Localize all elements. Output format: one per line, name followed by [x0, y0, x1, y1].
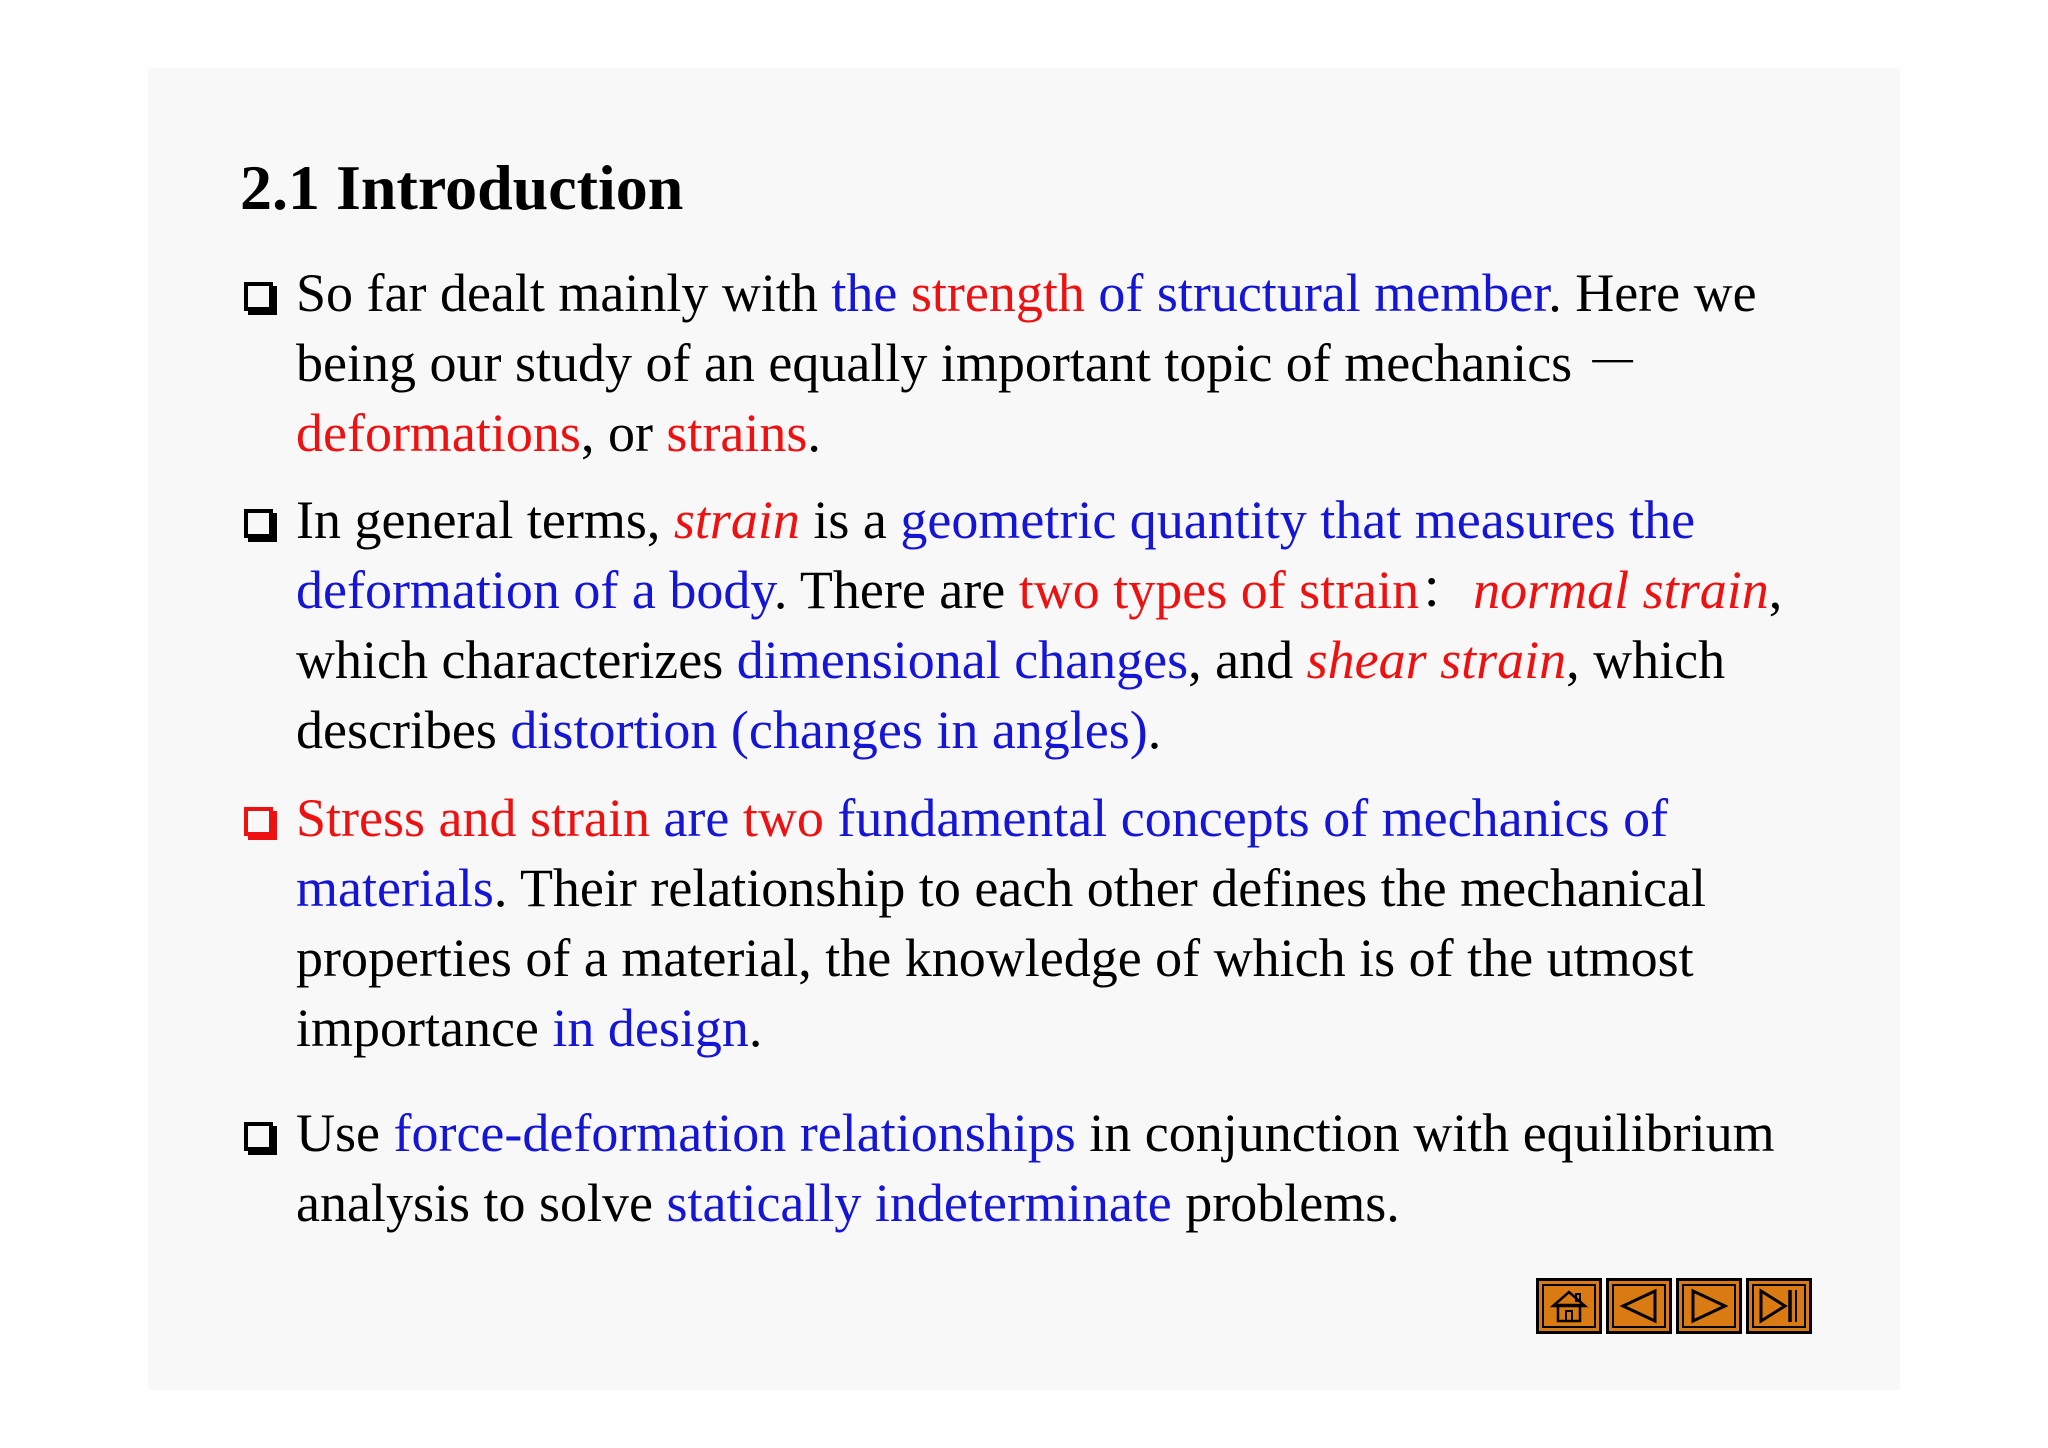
text-segment: two — [742, 788, 824, 848]
text-segment: two types of strain — [1018, 560, 1420, 620]
text-segment: So far dealt mainly with — [296, 263, 832, 323]
text-segment: Use — [296, 1103, 394, 1163]
text-segment: in design — [552, 998, 749, 1058]
text-segment: normal strain — [1473, 560, 1769, 620]
text-segment: fundamental concepts of mechanics of materials — [296, 788, 1669, 918]
text-segment: . Here we being our study of an equally important topic of mechanics — [296, 263, 1757, 393]
text-segment: . Their relationship to each other defines the mechanical properties of a material, the knowledge of which is of the utmost importance — [296, 858, 1706, 1058]
text-segment: geometric quantity that measures the deformation of a body — [296, 490, 1696, 620]
text-segment: Stress and strain — [296, 788, 650, 848]
text-segment: In general terms, — [296, 490, 674, 550]
text-segment: , and — [1188, 630, 1307, 690]
next-button[interactable] — [1676, 1278, 1742, 1334]
text-segment: dimensional changes — [736, 630, 1189, 690]
text-segment: of structural member — [1084, 263, 1549, 323]
text-segment: deformations — [296, 403, 581, 463]
next-icon — [1687, 1287, 1731, 1325]
text-segment: shear strain — [1306, 630, 1567, 690]
bullet-item-4 — [240, 1098, 1860, 1238]
checkbox-bullet-icon — [244, 282, 273, 311]
text-segment: , which describes — [296, 630, 1726, 760]
text-segment: , which characterizes — [296, 560, 1783, 690]
checkbox-bullet-icon — [244, 509, 273, 538]
slide-title: 2.1 Introduction — [240, 152, 684, 223]
bullet-text — [296, 258, 1860, 468]
bullet-item-2 — [240, 485, 1860, 765]
text-segment: are — [649, 788, 743, 848]
last-button[interactable] — [1746, 1278, 1812, 1334]
text-segment: the — [831, 263, 911, 323]
text-segment: . — [1147, 700, 1162, 760]
text-segment: . — [807, 403, 821, 463]
last-icon — [1757, 1287, 1801, 1325]
text-segment: strength — [910, 263, 1085, 323]
bullet-text — [296, 485, 1860, 765]
text-segment: . — [748, 998, 763, 1058]
home-button[interactable] — [1536, 1278, 1602, 1334]
previous-button[interactable] — [1606, 1278, 1672, 1334]
bullet-item-3 — [240, 783, 1860, 1063]
text-segment: force-deformation relationships — [393, 1103, 1076, 1163]
text-segment: in conjunction with equilibrium analysis to solve — [296, 1103, 1775, 1233]
bullet-text — [296, 1098, 1860, 1238]
text-segment: ： — [1419, 560, 1474, 620]
bullet-text — [296, 783, 1860, 1063]
text-segment: problems. — [1171, 1173, 1400, 1233]
text-segment: . There are — [773, 560, 1019, 620]
checkbox-bullet-icon — [244, 807, 273, 836]
text-segment: － — [1585, 333, 1640, 393]
text-segment: statically indeterminate — [666, 1173, 1172, 1233]
bullet-item-1 — [240, 258, 1860, 468]
checkbox-bullet-icon — [244, 1122, 273, 1151]
text-segment: , or — [580, 403, 667, 463]
previous-icon — [1617, 1287, 1661, 1325]
text-segment: strains — [666, 403, 808, 463]
text-segment: distortion (changes in angles) — [510, 700, 1148, 760]
home-icon — [1549, 1288, 1589, 1324]
text-segment: strain — [673, 490, 800, 550]
text-segment: is a — [799, 490, 901, 550]
slide-navigation — [1536, 1278, 1812, 1334]
